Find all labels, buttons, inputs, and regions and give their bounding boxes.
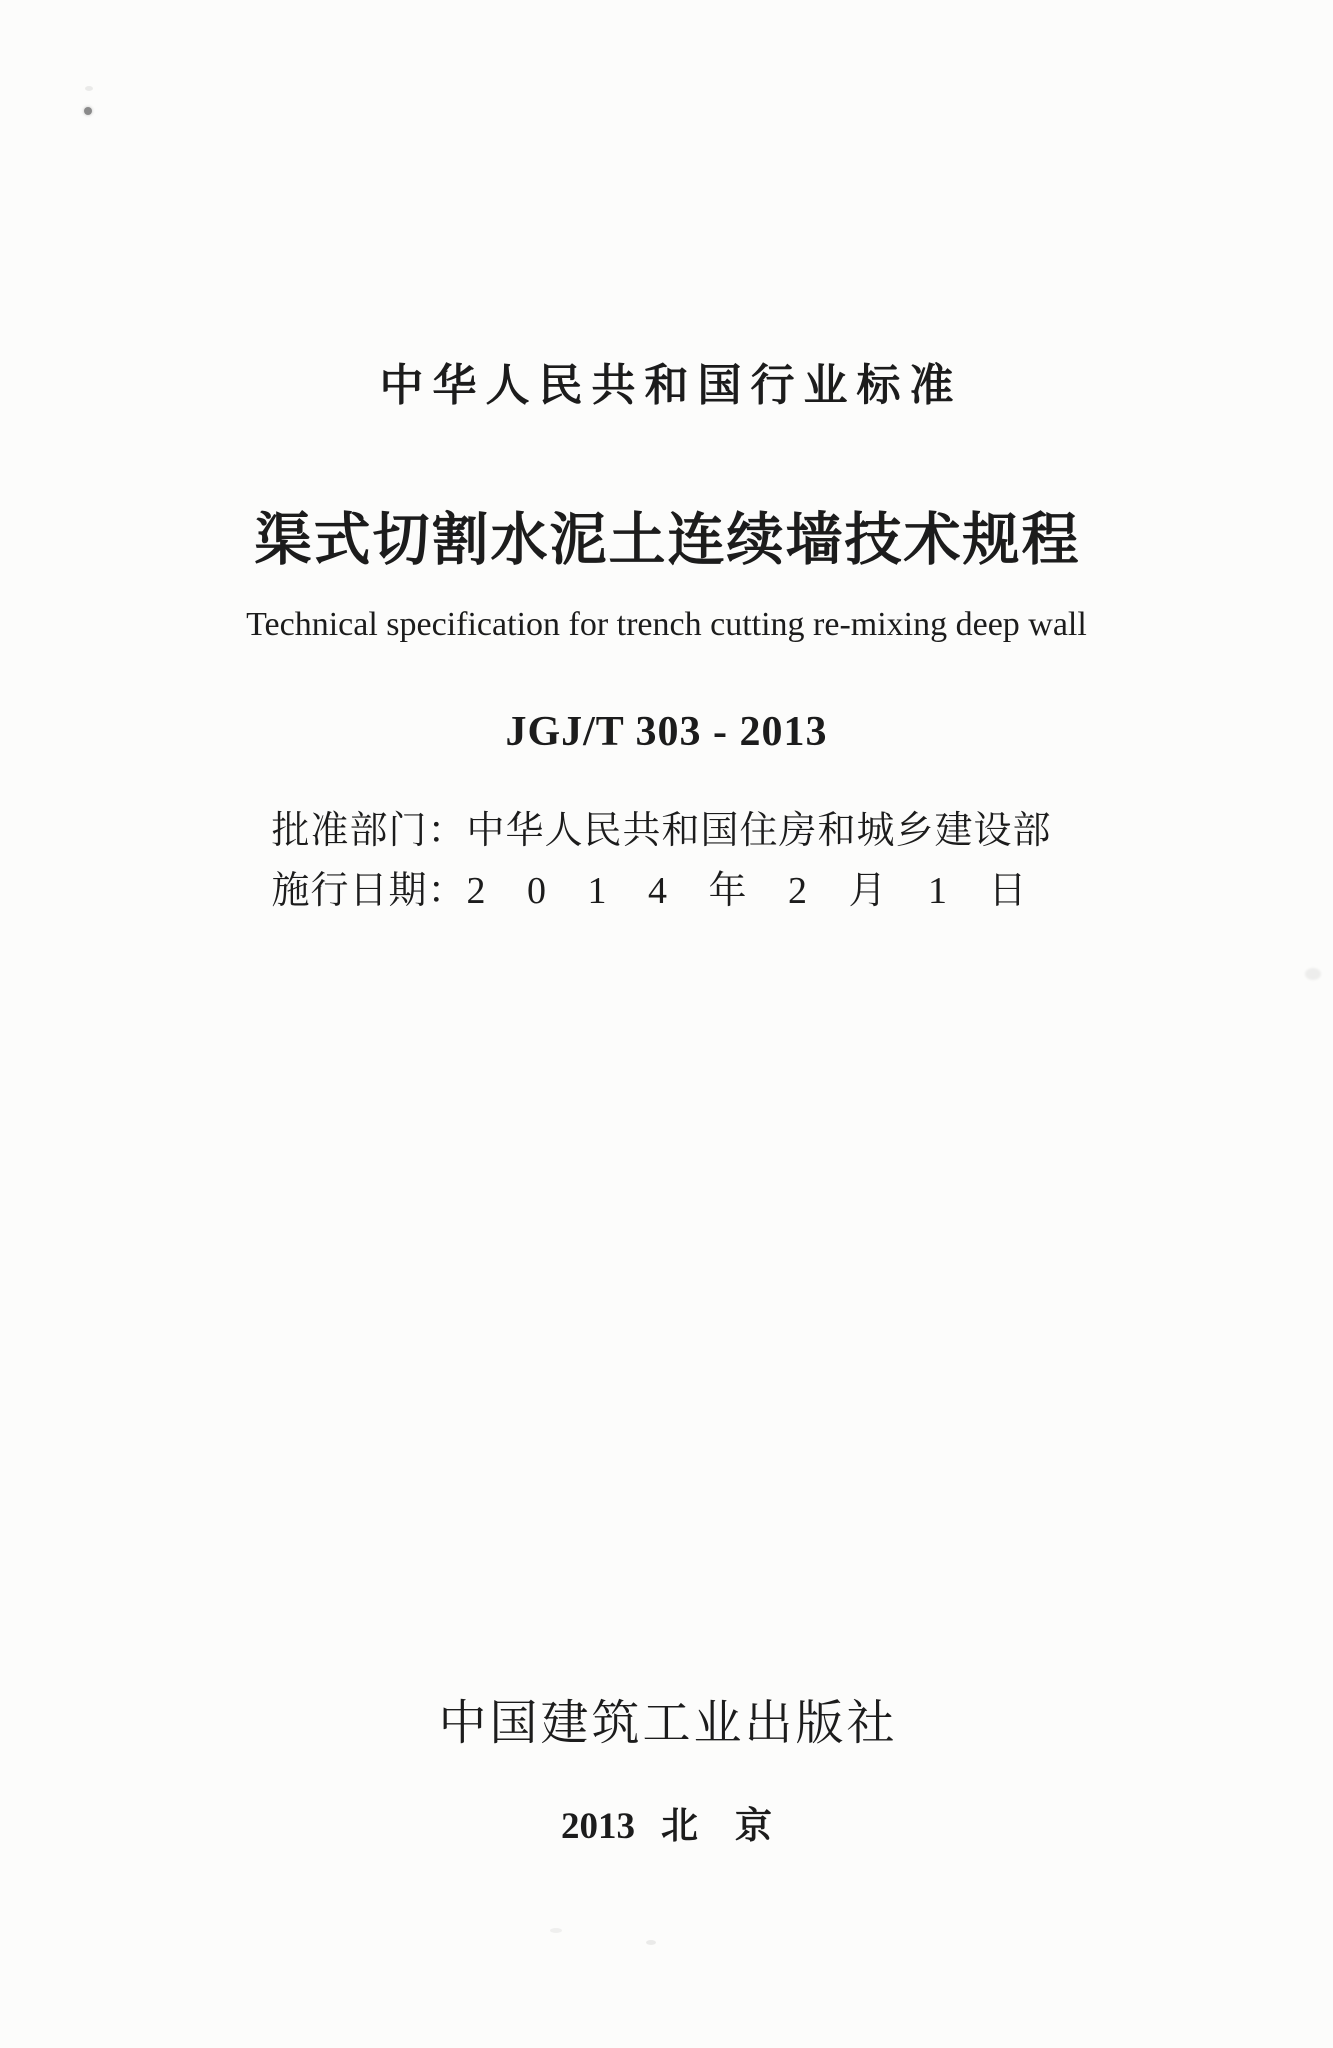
approval-department-line [272,812,1062,852]
scan-speck [85,86,93,91]
standard-code: JGJ/T 303 - 2013 [505,709,828,755]
approval-department-value: 中华人民共和国住房和城乡建设部 [466,810,1052,852]
imprint-line [0,1795,1333,1849]
imprint-year: 2013 [561,1806,635,1847]
effective-date-value: 2 0 1 4 年 2 月 1 日 [466,869,1028,912]
scan-speck [646,1940,656,1945]
scan-speck [550,1928,562,1933]
effective-date-line [271,869,1062,912]
scan-speck [1305,968,1321,980]
title-chinese: 渠式切割水泥土连续墙技术规程 [254,509,1081,572]
scan-speck [84,107,92,115]
publisher-name: 中国建筑工业出版社 [438,1697,898,1750]
standard-type-heading: 中华人民共和国行业标准 [379,361,963,410]
approval-block [272,812,1062,912]
imprint-city: 北 京 [661,1806,772,1847]
approval-department-label: 批准部门： [271,810,467,852]
title-english: Technical specification for trench cutting re-mixing deep wall [246,606,1087,643]
effective-date-label: 施行日期： [271,869,467,912]
